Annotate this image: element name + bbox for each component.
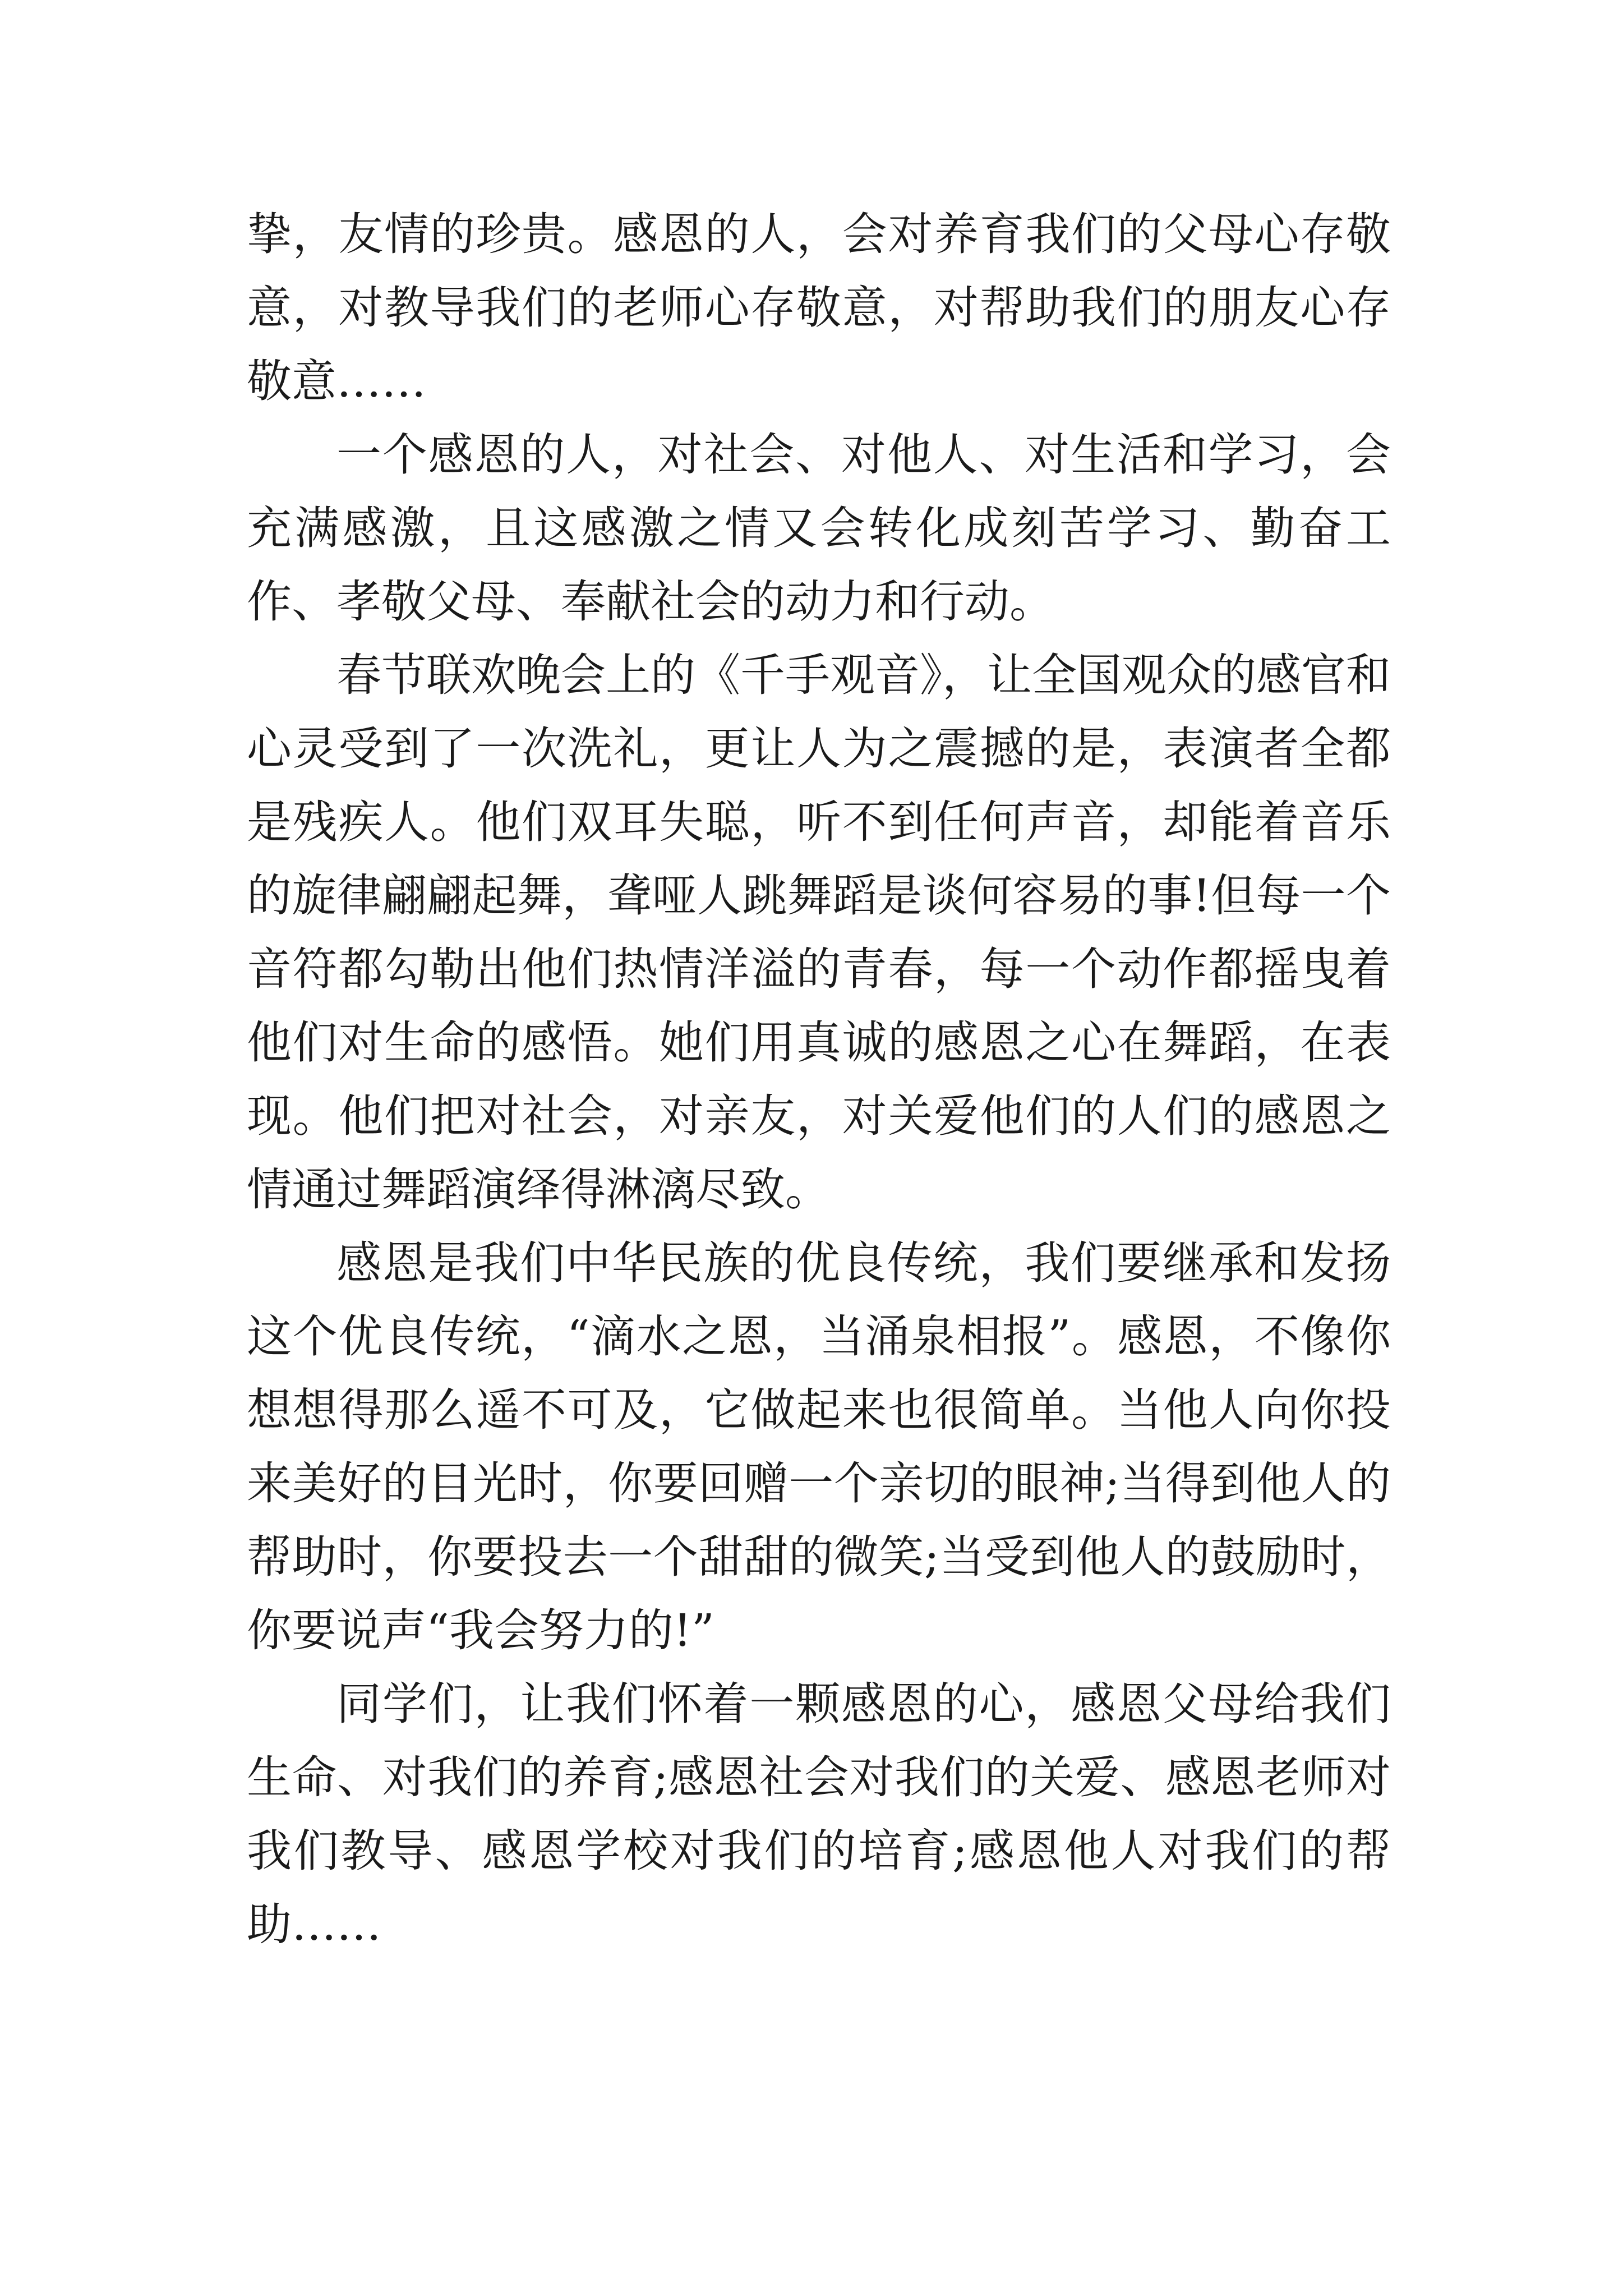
- paragraph-2: 一个感恩的人，对社会、对他人、对生活和学习，会充满感激，且这感激之情又会转化成刻苦学习、勤奋工作、孝敬父母、奉献社会的动力和行动。: [247, 429, 1391, 628]
- document-body: [247, 197, 1391, 1961]
- paragraph-4: 感恩是我们中华民族的优良传统，我们要继承和发扬这个优良传统，“滴水之恩，当涌泉相报”。感恩，不像你想想得那么遥不可及，它做起来也很简单。当他人向你投来美好的目光时，你要回赠一个亲切的眼神;当得到他人的帮助时，你要投去一个甜甜的微笑;当受到他人的鼓励时，你要说声“我会努力的!”: [247, 1237, 1391, 1657]
- paragraph-5: 同学们，让我们怀着一颗感恩的心，感恩父母给我们生命、对我们的养育;感恩社会对我们的关爱、感恩老师对我们教导、感恩学校对我们的培育;感恩他人对我们的帮助……: [247, 1678, 1391, 1950]
- paragraph-1: 挚，友情的珍贵。感恩的人，会对养育我们的父母心存敬意，对教导我们的老师心存敬意，对帮助我们的朋友心存敬意……: [247, 208, 1391, 407]
- paragraph-3: 春节联欢晚会上的《千手观音》，让全国观众的感官和心灵受到了一次洗礼，更让人为之震撼的是，表演者全都是残疾人。他们双耳失聪，听不到任何声音，却能着音乐的旋律翩翩起舞，聋哑人跳舞蹈是谈何容易的事!但每一个音符都勾勒出他们热情洋溢的青春，每一个动作都摇曳着他们对生命的感悟。她们用真诚的感恩之心在舞蹈，在表现。他们把对社会，对亲友，对关爱他们的人们的感恩之情通过舞蹈演绎得淋漓尽致。: [247, 649, 1391, 1216]
